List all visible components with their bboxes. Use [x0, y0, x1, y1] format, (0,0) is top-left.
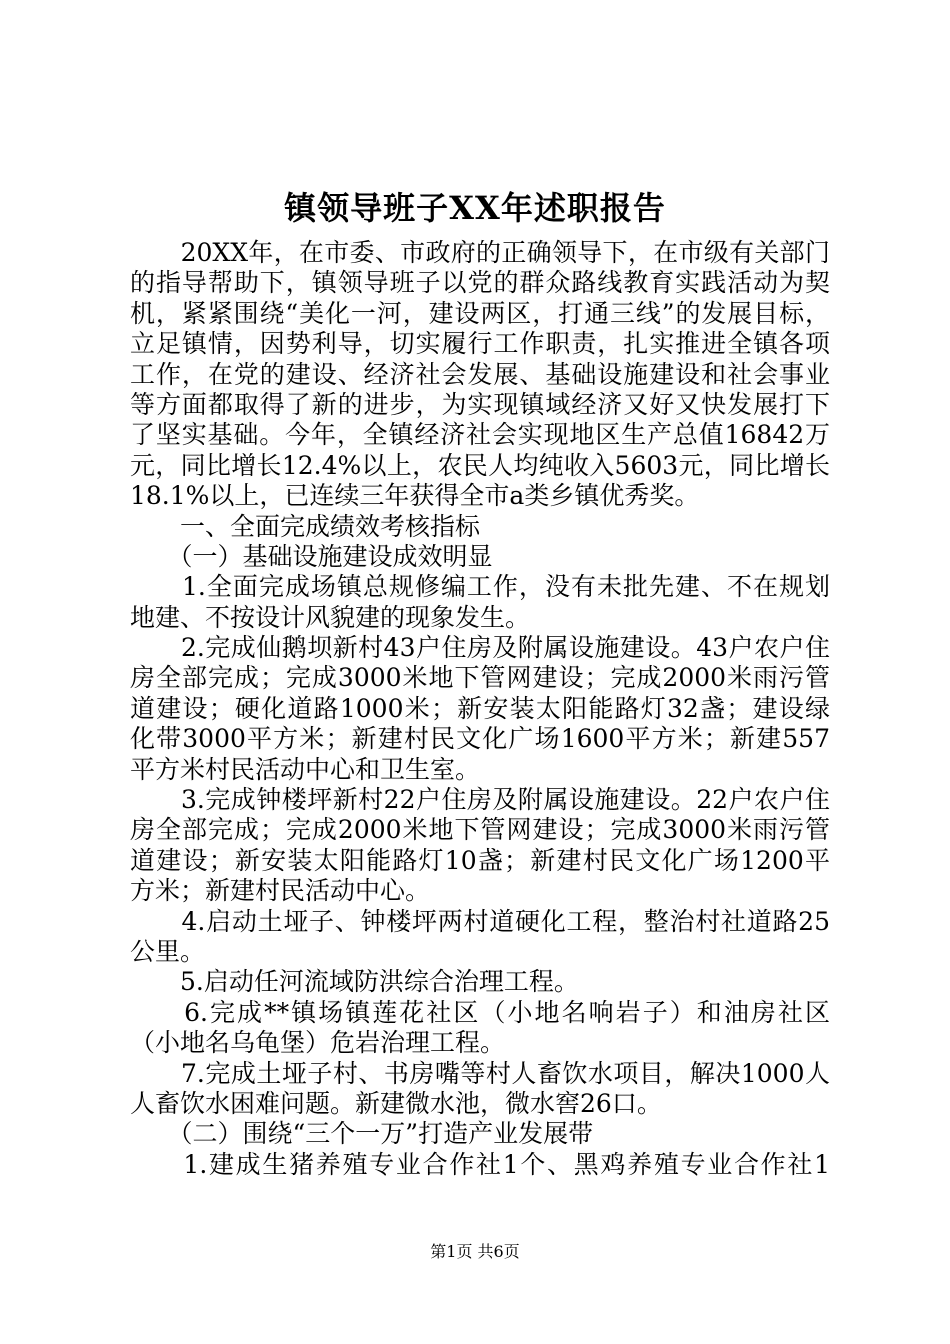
- text-line: （二）围绕“三个一万”打造产业发展带: [130, 1119, 594, 1149]
- text-line: （一）基础设施建设成效明显: [130, 541, 493, 571]
- text-line: 一、全面完成绩效考核指标: [130, 511, 481, 541]
- text-line: 化带3000平方米；新建村民文化广场1600平方米；新建557: [130, 724, 830, 754]
- text-line: 了坚实基础。今年，全镇经济社会实现地区生产总值16842万: [130, 420, 830, 450]
- text-line: 1.建成生猪养殖专业合作社1个、黑鸡养殖专业合作社1: [130, 1149, 830, 1179]
- text-line: 道建设；硬化道路1000米；新安装太阳能路灯32盏；建设绿: [130, 693, 830, 723]
- text-line: 地建、不按设计风貌建的现象发生。: [130, 602, 531, 632]
- text-line: 5.启动任河流域防洪综合治理工程。: [130, 967, 579, 997]
- text-line: 7.完成土垭子村、书房嘴等村人畜饮水项目，解决1000人: [130, 1058, 830, 1088]
- document-title: 镇领导班子XX年述职报告: [284, 189, 666, 227]
- text-line: 3.完成钟楼坪新村22户住房及附属设施建设。22户农户住: [130, 785, 830, 815]
- text-line: 人畜饮水困难问题。新建微水池，微水窖26口。: [130, 1088, 662, 1118]
- text-line: 工作，在党的建设、经济社会发展、基础设施建设和社会事业: [130, 359, 830, 389]
- text-line: 4.启动土垭子、钟楼坪两村道硬化工程，整治村社道路25: [130, 906, 830, 936]
- text-line: 6.完成**镇场镇莲花社区（小地名响岩子）和油房社区: [130, 997, 830, 1027]
- text-line: 18.1%以上，已连续三年获得全市a类乡镇优秀奖。: [130, 481, 700, 511]
- text-line: 1.全面完成场镇总规修编工作，没有未批先建、不在规划: [130, 572, 830, 602]
- text-line: 元，同比增长12.4%以上，农民人均纯收入5603元，同比增长: [130, 450, 830, 480]
- text-line: 机，紧紧围绕“美化一河，建设两区，打通三线”的发展目标，: [130, 298, 830, 328]
- text-line: 20XX年，在市委、市政府的正确领导下，在市级有关部门: [130, 238, 830, 267]
- text-line: 平方米村民活动中心和卫生室。: [130, 754, 481, 784]
- text-line: 房全部完成；完成2000米地下管网建设；完成3000米雨污管: [130, 815, 830, 845]
- text-line: 房全部完成；完成3000米地下管网建设；完成2000米雨污管: [130, 663, 830, 693]
- text-line: 等方面都取得了新的进步，为实现镇域经济又好又快发展打下: [130, 389, 830, 419]
- page-footer: 第1页 共6页: [430, 1242, 520, 1261]
- text-line: （小地名乌龟堡）危岩治理工程。: [130, 1028, 506, 1058]
- text-line: 2.完成仙鹅坝新村43户住房及附属设施建设。43户农户住: [130, 633, 830, 663]
- document-body: [130, 238, 830, 1180]
- text-line: 的指导帮助下，镇领导班子以党的群众路线教育实践活动为契: [130, 268, 830, 298]
- text-line: 立足镇情，因势利导，切实履行工作职责，扎实推进全镇各项: [130, 329, 830, 359]
- text-line: 方米；新建村民活动中心。: [130, 876, 431, 906]
- text-line: 道建设；新安装太阳能路灯10盏；新建村民文化广场1200平: [130, 845, 830, 875]
- text-line: 公里。: [130, 936, 206, 966]
